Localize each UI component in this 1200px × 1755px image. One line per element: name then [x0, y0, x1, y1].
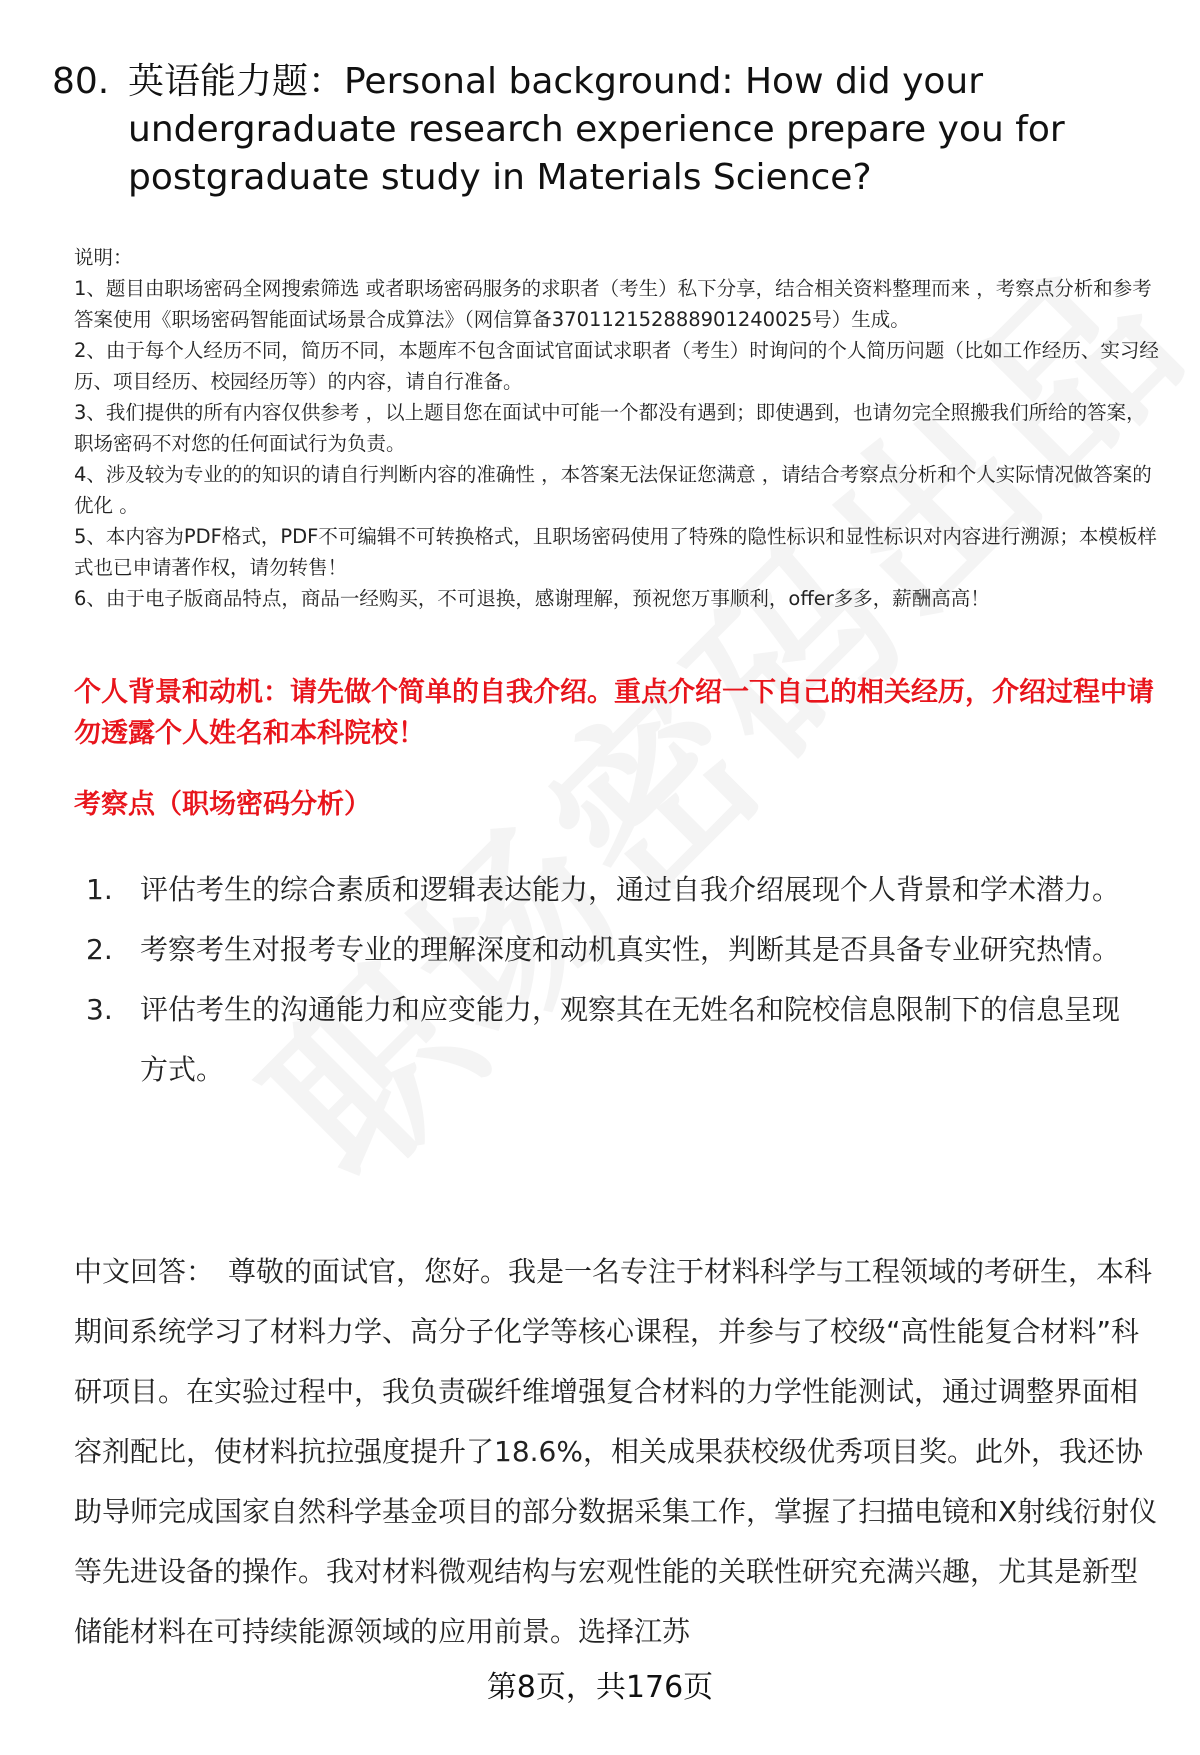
note-item: 5、本内容为PDF格式，PDF不可编辑不可转换格式，且职场密码使用了特殊的隐性标识和显性标识对内容进行溯源；本模板样式也已申请著作权，请勿转售！ — [74, 525, 1157, 579]
page-number: 第8页，共176页 — [486, 1670, 714, 1705]
point-number: 1. — [86, 873, 113, 906]
answer-paragraph — [74, 1242, 1160, 1662]
point-text: 评估考生的综合素质和逻辑表达能力，通过自我介绍展现个人背景和学术潜力。 — [140, 873, 1121, 906]
question-title — [52, 58, 1132, 202]
note-item: 4、涉及较为专业的的知识的请自行判断内容的准确性 ，本答案无法保证您满意 ，请结合考察点分析和个人实际情况做答案的优化 。 — [74, 463, 1152, 517]
note-item: 6、由于电子版商品特点，商品一经购买，不可退换，感谢理解，预祝您万事顺利，offer多多，薪酬高高！ — [74, 587, 990, 610]
analysis-point — [74, 860, 1154, 920]
analysis-point — [74, 980, 1154, 1100]
analysis-point — [74, 920, 1154, 980]
analysis-heading: 考察点（职场密码分析） — [74, 789, 371, 820]
answer-text: 尊敬的面试官，您好。我是一名专注于材料科学与工程领域的考研生，本科期间系统学习了材料力学、高分子化学等核心课程，并参与了校级“高性能复合材料”科研项目。在实验过程中，我负责碳纤维增强复合材料的力学性能测试，通过调整界面相容剂配比，使材料抗拉强度提升了18.6%，相关成果获校级优秀项目奖。此外，我还协助导师完成国家自然科学基金项目的部分数据采集工作，掌握了扫描电镜和X射线衍射仪等先进设备的操作。我对材料微观结构与宏观性能的关联性研究充满兴趣，尤其是新型储能材料在可持续能源领域的应用前景。选择江苏 — [74, 1255, 1158, 1648]
point-text: 考察考生对报考专业的理解深度和动机真实性，判断其是否具备专业研究热情。 — [140, 933, 1121, 966]
point-text: 评估考生的沟通能力和应变能力，观察其在无姓名和院校信息限制下的信息呈现方式。 — [140, 993, 1121, 1086]
answer-label: 中文回答： — [74, 1255, 215, 1288]
notes-heading: 说明： — [74, 246, 133, 269]
notes-section — [74, 242, 1160, 614]
note-item: 3、我们提供的所有内容仅供参考 ，以上题目您在面试中可能一个都没有遇到；即使遇到，也请勿完全照搬我们所给的答案，职场密码不对您的任何面试行为负责。 — [74, 401, 1146, 455]
point-number: 3. — [86, 993, 113, 1026]
point-number: 2. — [86, 933, 113, 966]
note-item: 1、题目由职场密码全网搜索筛选 或者职场密码服务的求职者（考生）私下分享，结合相关资料整理而来 ，考察点分析和参考答案使用《职场密码智能面试场景合成算法》（网信算备370112152888901240025号）生成。 — [74, 277, 1152, 331]
question-number: 80. — [52, 61, 110, 102]
note-item: 2、由于每个人经历不同，简历不同，本题库不包含面试官面试求职者（考生）时询问的个人简历问题（比如工作经历、实习经历、项目经历、校园经历等）的内容，请自行准备。 — [74, 339, 1159, 393]
analysis-points — [74, 860, 1154, 1100]
question-prompt: 个人背景和动机：请先做个简单的自我介绍。重点介绍一下自己的相关经历，介绍过程中请勿透露个人姓名和本科院校！ — [74, 677, 1154, 749]
question-text: 英语能力题：Personal background: How did your undergraduate research experience prepare you for postgraduate study in Materials Science? — [128, 61, 1065, 198]
